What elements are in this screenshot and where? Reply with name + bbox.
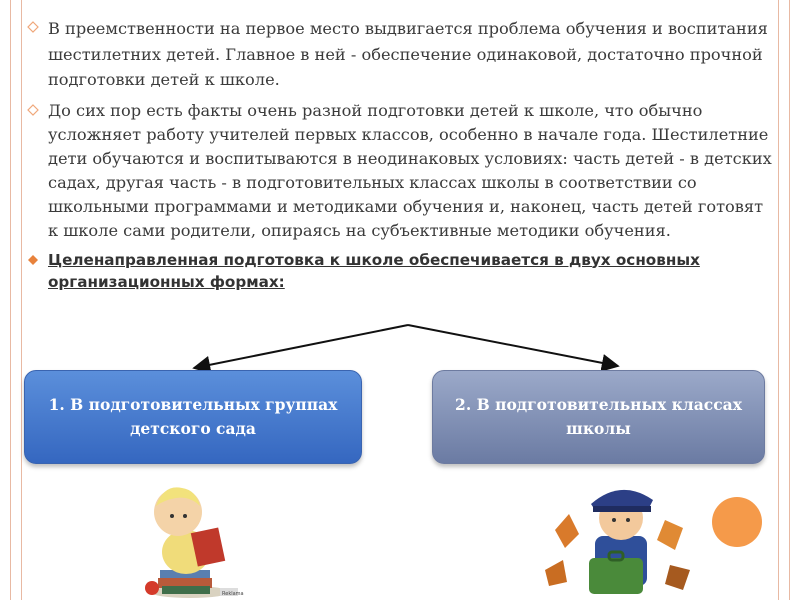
arrow-left <box>194 325 408 368</box>
section-heading-text: Целенаправленная подготовка к школе обеспечивается в двух основных организационных формах: <box>48 250 700 291</box>
bullet-icon <box>28 105 38 115</box>
option-box-school-classes-text: 2. В подготовительных классах школы <box>455 395 742 438</box>
paragraph-1-text: В преемственности на первое место выдвигается проблема обучения и воспитания шестилетних детей. Главное в ней - обеспечение одинаковой, достаточно прочной подготовки детей к школе. <box>48 19 768 89</box>
option-box-kindergarten <box>24 370 362 464</box>
option-box-school-classes <box>432 370 765 464</box>
bullet-filled-icon <box>28 255 38 265</box>
slide-text <box>28 16 773 299</box>
paragraph-1 <box>28 16 773 93</box>
left-frame-border <box>10 0 22 600</box>
paragraph-2-text: До сих пор есть факты очень разной подготовки детей к школе, что обычно усложняет работу учителей первых классов, особенно в начале года. Шестилетние дети обучаются и воспитываются в неодинаковых условиях: часть детей - в детских садах, другая часть - в подготовительных классах школы в соответствии со школьными программами и методиками обучения и, наконец, часть детей готовят к школе сами родители, опираясь на субъективные методики обучения. <box>48 100 772 240</box>
decorative-orange-circle <box>712 497 762 547</box>
bullet-icon <box>28 22 38 32</box>
boy-with-briefcase-illustration <box>545 470 695 600</box>
section-heading <box>28 249 773 293</box>
child-reading-illustration <box>130 470 244 600</box>
option-box-kindergarten-text: 1. В подготовительных группах детского сада <box>48 395 338 438</box>
paragraph-2 <box>28 99 773 243</box>
illustration-caption: Reklama <box>222 591 244 597</box>
arrow-right <box>408 325 618 366</box>
right-frame-border <box>778 0 790 600</box>
